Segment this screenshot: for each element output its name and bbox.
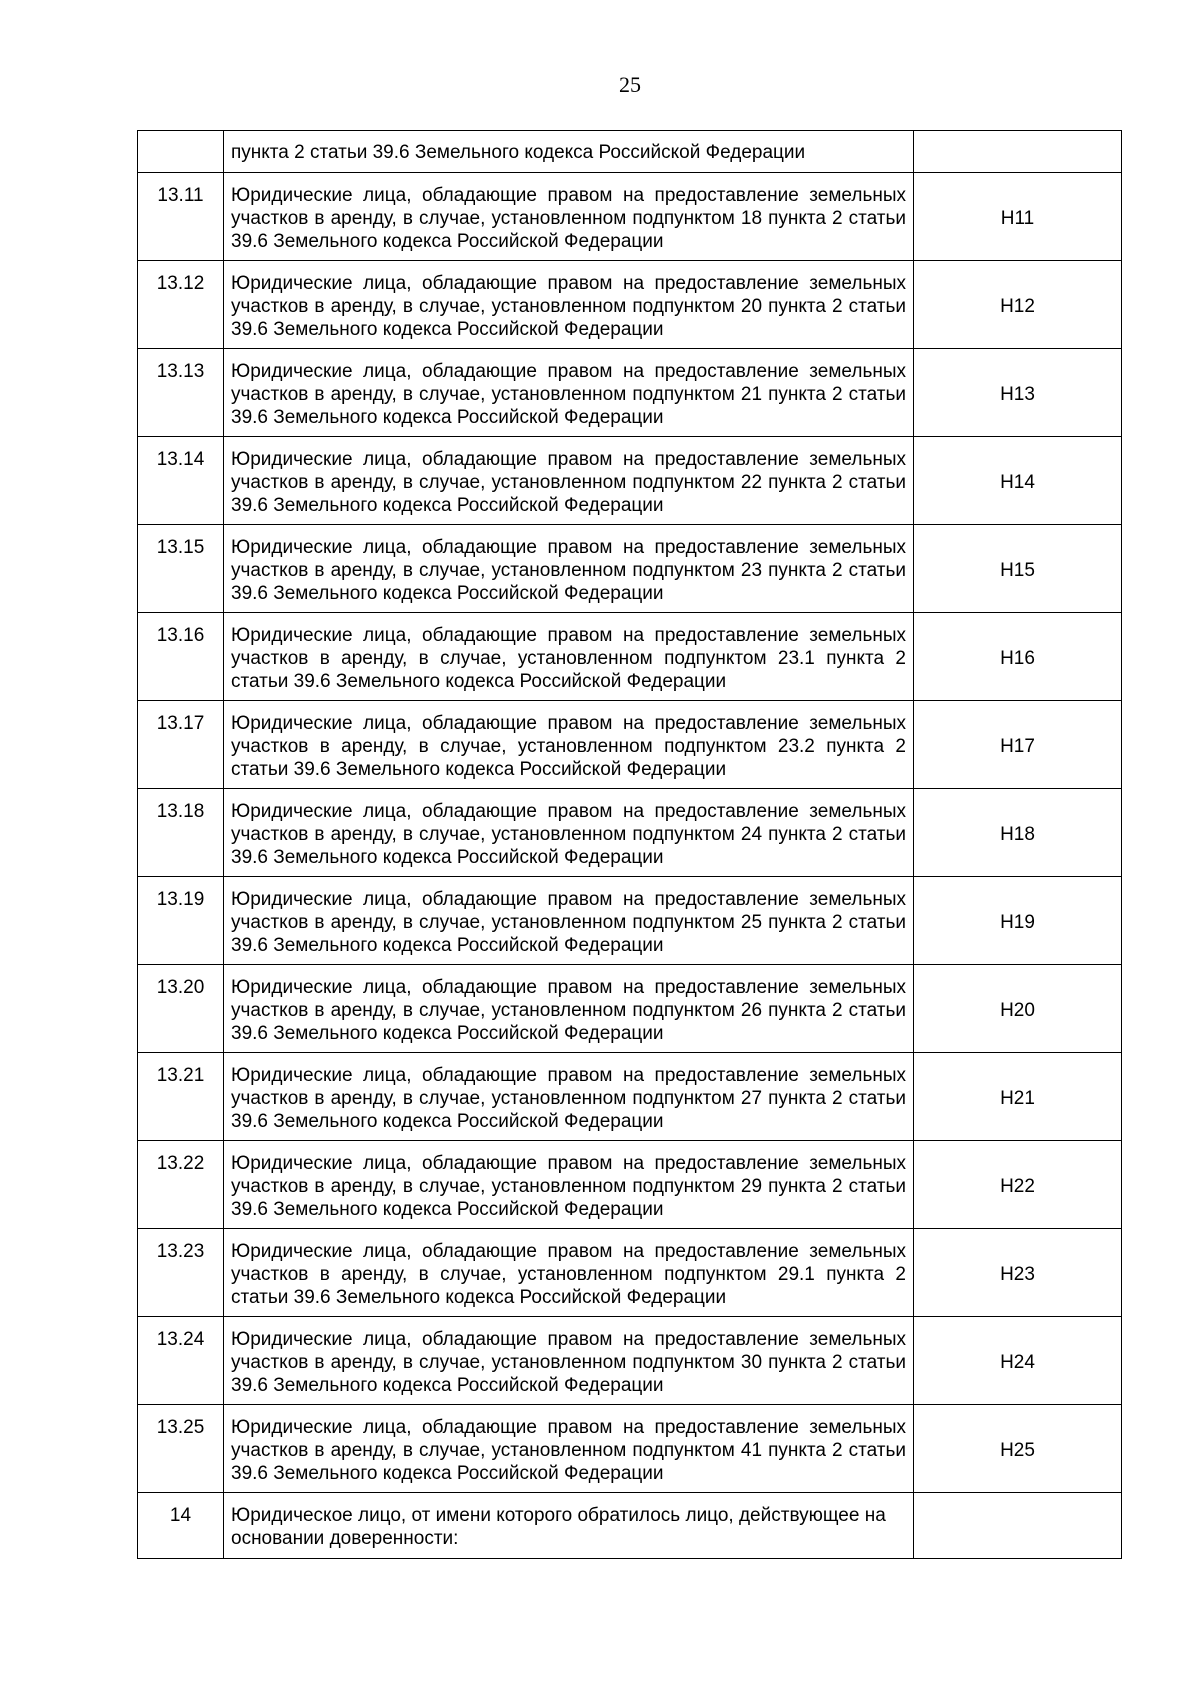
row-number: 13.20 xyxy=(138,965,224,1053)
row-code: Н17 xyxy=(914,701,1122,789)
row-description: Юридические лица, обладающие правом на предоставление земельных участков в аренду, в случае, установленном подпунктом 24 пункта 2 статьи 39.6 Земельного кодекса Российской Федерации xyxy=(224,789,914,877)
row-code xyxy=(914,131,1122,173)
table-row xyxy=(138,965,1122,1053)
row-code: Н25 xyxy=(914,1405,1122,1493)
row-description: Юридические лица, обладающие правом на предоставление земельных участков в аренду, в случае, установленном подпунктом 27 пункта 2 статьи 39.6 Земельного кодекса Российской Федерации xyxy=(224,1053,914,1141)
row-number: 13.16 xyxy=(138,613,224,701)
row-code: Н20 xyxy=(914,965,1122,1053)
row-number: 13.23 xyxy=(138,1229,224,1317)
table-row xyxy=(138,789,1122,877)
table-row-continuation xyxy=(138,131,1122,173)
table-row xyxy=(138,349,1122,437)
row-number xyxy=(138,131,224,173)
row-description: Юридические лица, обладающие правом на предоставление земельных участков в аренду, в случае, установленном подпунктом 18 пункта 2 статьи 39.6 Земельного кодекса Российской Федерации xyxy=(224,173,914,261)
row-code: Н12 xyxy=(914,261,1122,349)
table-row xyxy=(138,1053,1122,1141)
table-row-section-14 xyxy=(138,1493,1122,1559)
row-number: 13.12 xyxy=(138,261,224,349)
row-number: 13.19 xyxy=(138,877,224,965)
row-description: Юридические лица, обладающие правом на предоставление земельных участков в аренду, в случае, установленном подпунктом 21 пункта 2 статьи 39.6 Земельного кодекса Российской Федерации xyxy=(224,349,914,437)
row-code: Н16 xyxy=(914,613,1122,701)
row-number: 13.17 xyxy=(138,701,224,789)
row-description: Юридические лица, обладающие правом на предоставление земельных участков в аренду, в случае, установленном подпунктом 29.1 пункта 2 статьи 39.6 Земельного кодекса Российской Федерации xyxy=(224,1229,914,1317)
row-number: 13.21 xyxy=(138,1053,224,1141)
table-row xyxy=(138,1229,1122,1317)
table-row xyxy=(138,261,1122,349)
row-description: Юридические лица, обладающие правом на предоставление земельных участков в аренду, в случае, установленном подпунктом 23 пункта 2 статьи 39.6 Земельного кодекса Российской Федерации xyxy=(224,525,914,613)
table-row xyxy=(138,701,1122,789)
row-code: Н15 xyxy=(914,525,1122,613)
row-number: 13.22 xyxy=(138,1141,224,1229)
table-body xyxy=(138,131,1122,1559)
row-code: Н18 xyxy=(914,789,1122,877)
row-number: 13.18 xyxy=(138,789,224,877)
row-description: Юридическое лицо, от имени которого обратилось лицо, действующее на основании доверенности: xyxy=(224,1493,914,1559)
table-row xyxy=(138,1317,1122,1405)
row-description: пункта 2 статьи 39.6 Земельного кодекса Российской Федерации xyxy=(224,131,914,173)
table-row xyxy=(138,1405,1122,1493)
table-row xyxy=(138,525,1122,613)
row-description: Юридические лица, обладающие правом на предоставление земельных участков в аренду, в случае, установленном подпунктом 20 пункта 2 статьи 39.6 Земельного кодекса Российской Федерации xyxy=(224,261,914,349)
row-number: 13.11 xyxy=(138,173,224,261)
table-row xyxy=(138,437,1122,525)
row-number: 14 xyxy=(138,1493,224,1559)
table-row xyxy=(138,877,1122,965)
table-row xyxy=(138,1141,1122,1229)
row-code: Н19 xyxy=(914,877,1122,965)
row-code: Н11 xyxy=(914,173,1122,261)
row-description: Юридические лица, обладающие правом на предоставление земельных участков в аренду, в случае, установленном подпунктом 29 пункта 2 статьи 39.6 Земельного кодекса Российской Федерации xyxy=(224,1141,914,1229)
row-code: Н22 xyxy=(914,1141,1122,1229)
row-description: Юридические лица, обладающие правом на предоставление земельных участков в аренду, в случае, установленном подпунктом 26 пункта 2 статьи 39.6 Земельного кодекса Российской Федерации xyxy=(224,965,914,1053)
row-number: 13.24 xyxy=(138,1317,224,1405)
row-description: Юридические лица, обладающие правом на предоставление земельных участков в аренду, в случае, установленном подпунктом 41 пункта 2 статьи 39.6 Земельного кодекса Российской Федерации xyxy=(224,1405,914,1493)
page-number: 25 xyxy=(619,72,641,97)
row-number: 13.13 xyxy=(138,349,224,437)
row-code: Н21 xyxy=(914,1053,1122,1141)
row-code: Н24 xyxy=(914,1317,1122,1405)
row-code: Н23 xyxy=(914,1229,1122,1317)
table-row xyxy=(138,173,1122,261)
row-number: 13.15 xyxy=(138,525,224,613)
row-code xyxy=(914,1493,1122,1559)
row-description: Юридические лица, обладающие правом на предоставление земельных участков в аренду, в случае, установленном подпунктом 30 пункта 2 статьи 39.6 Земельного кодекса Российской Федерации xyxy=(224,1317,914,1405)
row-code: Н13 xyxy=(914,349,1122,437)
row-description: Юридические лица, обладающие правом на предоставление земельных участков в аренду, в случае, установленном подпунктом 22 пункта 2 статьи 39.6 Земельного кодекса Российской Федерации xyxy=(224,437,914,525)
row-code: Н14 xyxy=(914,437,1122,525)
table-row xyxy=(138,613,1122,701)
row-description: Юридические лица, обладающие правом на предоставление земельных участков в аренду, в случае, установленном подпунктом 23.1 пункта 2 статьи 39.6 Земельного кодекса Российской Федерации xyxy=(224,613,914,701)
category-table xyxy=(137,130,1122,1559)
row-number: 13.14 xyxy=(138,437,224,525)
row-description: Юридические лица, обладающие правом на предоставление земельных участков в аренду, в случае, установленном подпунктом 25 пункта 2 статьи 39.6 Земельного кодекса Российской Федерации xyxy=(224,877,914,965)
row-number: 13.25 xyxy=(138,1405,224,1493)
row-description: Юридические лица, обладающие правом на предоставление земельных участков в аренду, в случае, установленном подпунктом 23.2 пункта 2 статьи 39.6 Земельного кодекса Российской Федерации xyxy=(224,701,914,789)
